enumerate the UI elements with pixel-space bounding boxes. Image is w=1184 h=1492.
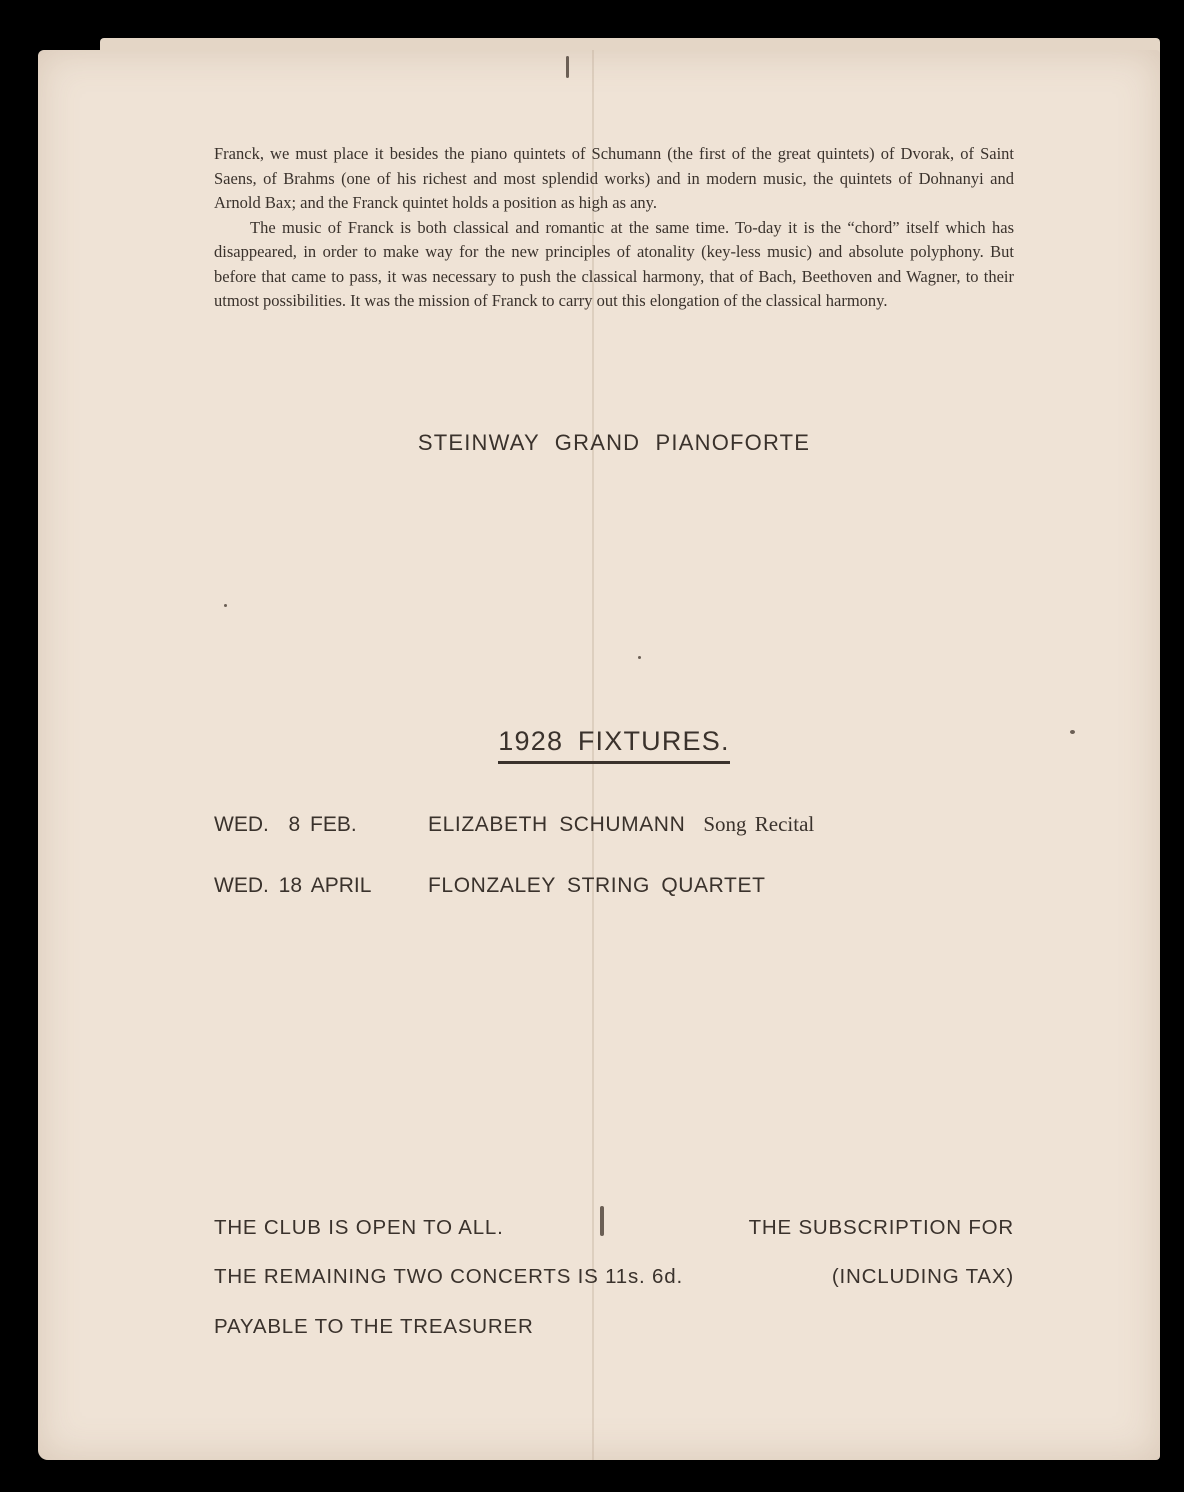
essay-paragraph-2: The music of Franck is both classical and romantic at the same time. To-day it is the “chord” itself which has disappeared, in order to make way for the new principles of atonality (key-less music) and absolute polyphony. But before that came to pass, it was necessary to push the classical harmony, that of Bach, Beethoven and Wagner, to their utmost possibilities. It was the mission of Franck to carry out this elongation of the classical harmony. — [214, 217, 1014, 310]
fixtures-title: 1928 FIXTURES. — [498, 726, 729, 764]
fixture-date: WED. 18 APRIL — [214, 874, 372, 897]
ink-speck — [224, 604, 227, 607]
ink-speck — [638, 656, 641, 659]
instrument-note: STEINWAY GRAND PIANOFORTE — [417, 430, 811, 455]
fixture-row — [214, 874, 1014, 898]
fixture-date: WED. 8 FEB. — [214, 813, 357, 836]
tax-note: (INCLUDING TAX) — [831, 1265, 1014, 1288]
footer-line-1 — [214, 1216, 1014, 1240]
ink-mark — [566, 56, 569, 78]
subscription-note: THE SUBSCRIPTION FOR — [748, 1216, 1014, 1239]
footer-line-2 — [214, 1265, 1014, 1289]
fixture-artist: FLONZALEY STRING QUARTET — [428, 874, 766, 897]
fixture-row — [214, 812, 1014, 837]
fixture-description: Song Recital — [703, 812, 815, 836]
essay-text — [214, 142, 1014, 314]
fixture-artist: ELIZABETH SCHUMANN — [428, 813, 686, 836]
fixtures-heading — [214, 726, 1014, 764]
essay-paragraph-1: Franck, we must place it besides the piano quintets of Schumann (the first of the great quintets) of Dvorak, of Saint Saens, of Brahms (one of his richest and most splendid works) and in modern music, the quintets of Dohnanyi and Arnold Bax; and the Franck quintet holds a position as high as any. — [214, 144, 1014, 212]
payable-note: PAYABLE TO THE TREASURER — [214, 1315, 534, 1338]
ink-speck — [1070, 730, 1075, 734]
club-open-note: THE CLUB IS OPEN TO ALL. — [214, 1216, 504, 1239]
subscription-price: THE REMAINING TWO CONCERTS IS 11s. 6d. — [214, 1265, 683, 1288]
